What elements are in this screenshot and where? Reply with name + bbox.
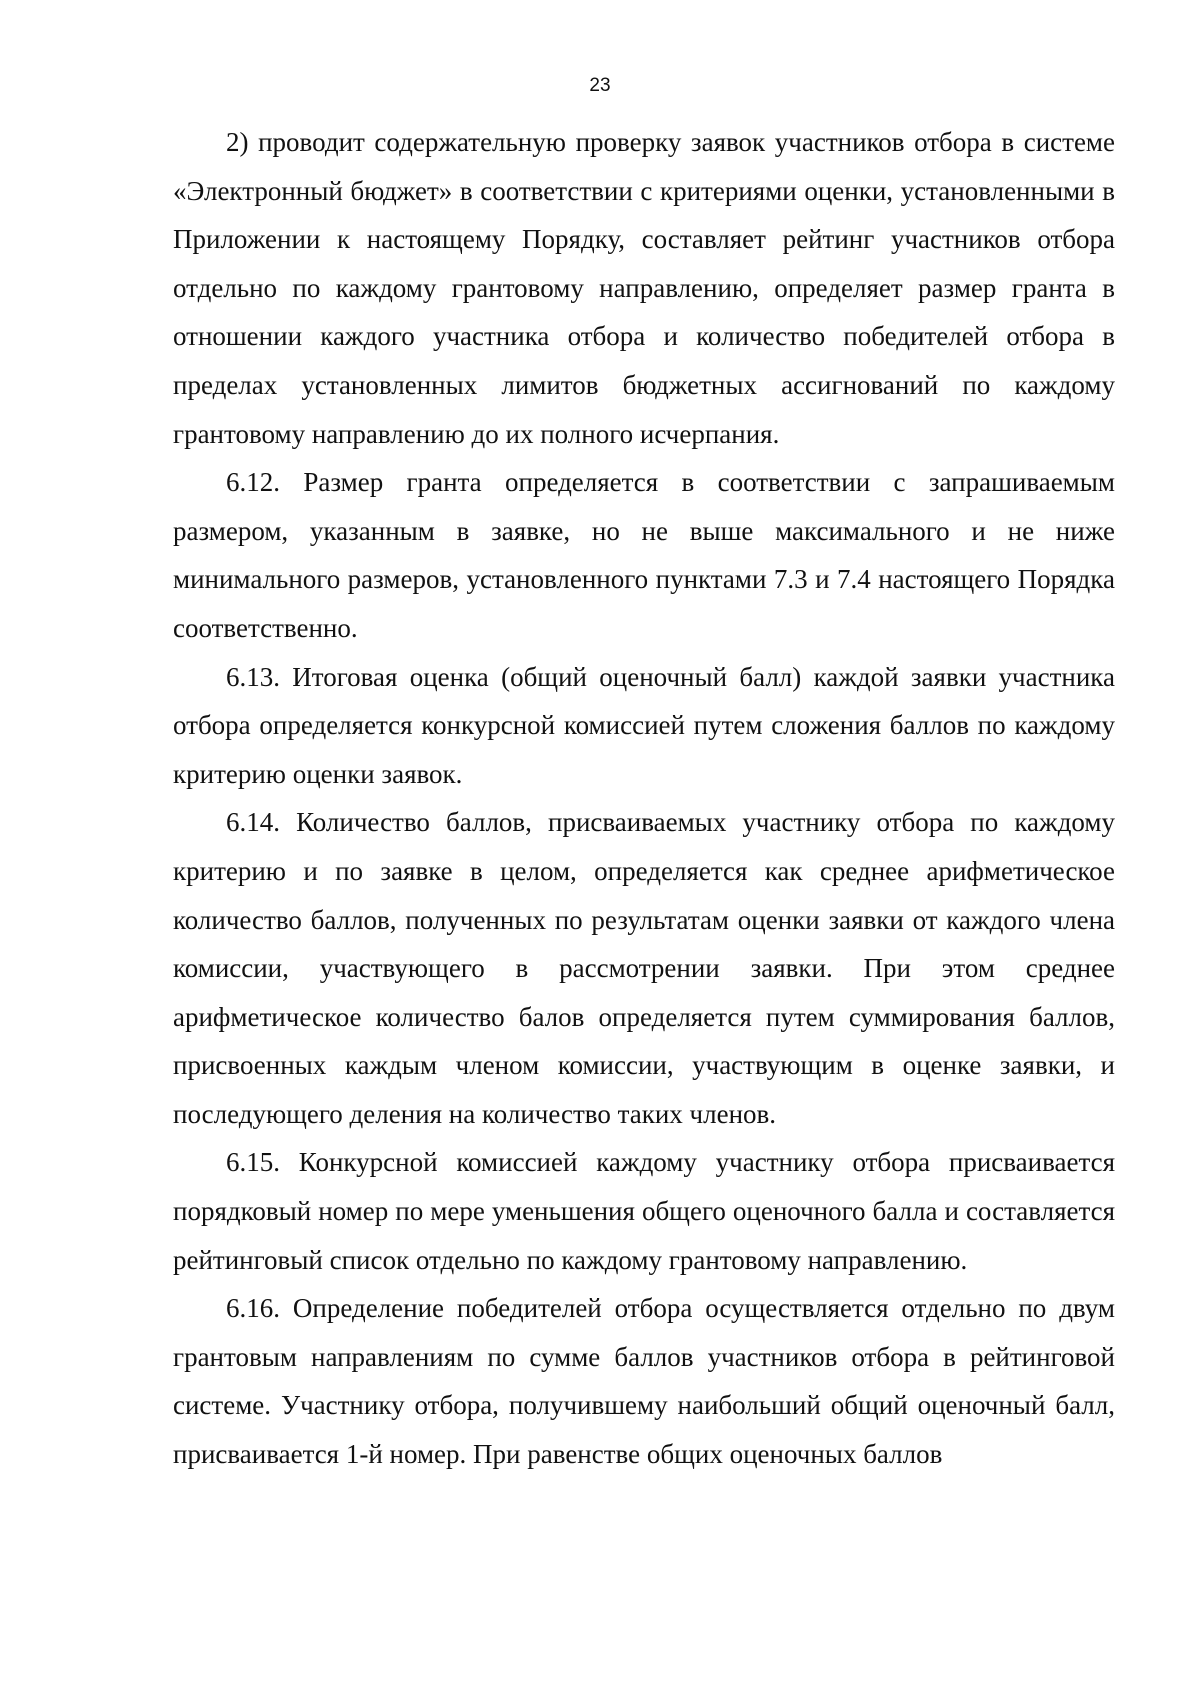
paragraph-item-2: 2) проводит содержательную проверку заявок участников отбора в системе «Электронный бюджет» в соответствии с критериями оценки, установленными в Приложении к настоящему Порядку, составляет рейтинг участников отбора отдельно по каждому грантовому направлению, определяет размер гранта в отношении каждого участника отбора и количество победителей отбора в пределах установленных лимитов бюджетных ассигнований по каждому грантовому направлению до их полного исчерпания. — [173, 127, 1115, 449]
page-number: 23 — [589, 75, 611, 96]
document-body — [173, 118, 1115, 1479]
paragraph-6-14: 6.14. Количество баллов, присваиваемых участнику отбора по каждому критерию и по заявке в целом, определяется как среднее арифметическое количество баллов, полученных по результатам оценки заявки от каждого члена комиссии, участвующего в рассмотрении заявки. При этом среднее арифметическое количество балов определяется путем суммирования баллов, присвоенных каждым членом комиссии, участвующим в оценке заявки, и последующего деления на количество таких членов. — [173, 807, 1115, 1129]
paragraph-6-12: 6.12. Размер гранта определяется в соответствии с запрашиваемым размером, указанным в заявке, но не выше максимального и не ниже минимального размеров, установленного пунктами 7.3 и 7.4 настоящего Порядка соответственно. — [173, 467, 1115, 643]
paragraph-6-16: 6.16. Определение победителей отбора осуществляется отдельно по двум грантовым направлениям по сумме баллов участников отбора в рейтинговой системе. Участнику отбора, получившему наибольший общий оценочный балл, присваивается 1-й номер. При равенстве общих оценочных баллов — [173, 1293, 1115, 1470]
paragraph-6-13: 6.13. Итоговая оценка (общий оценочный балл) каждой заявки участника отбора определяется конкурсной комиссией путем сложения баллов по каждому критерию оценки заявок. — [173, 661, 1115, 789]
paragraph-6-15: 6.15. Конкурсной комиссией каждому участнику отбора присваивается порядковый номер по мере уменьшения общего оценочного балла и составляется рейтинговый список отдельно по каждому грантовому направлению. — [173, 1147, 1115, 1275]
